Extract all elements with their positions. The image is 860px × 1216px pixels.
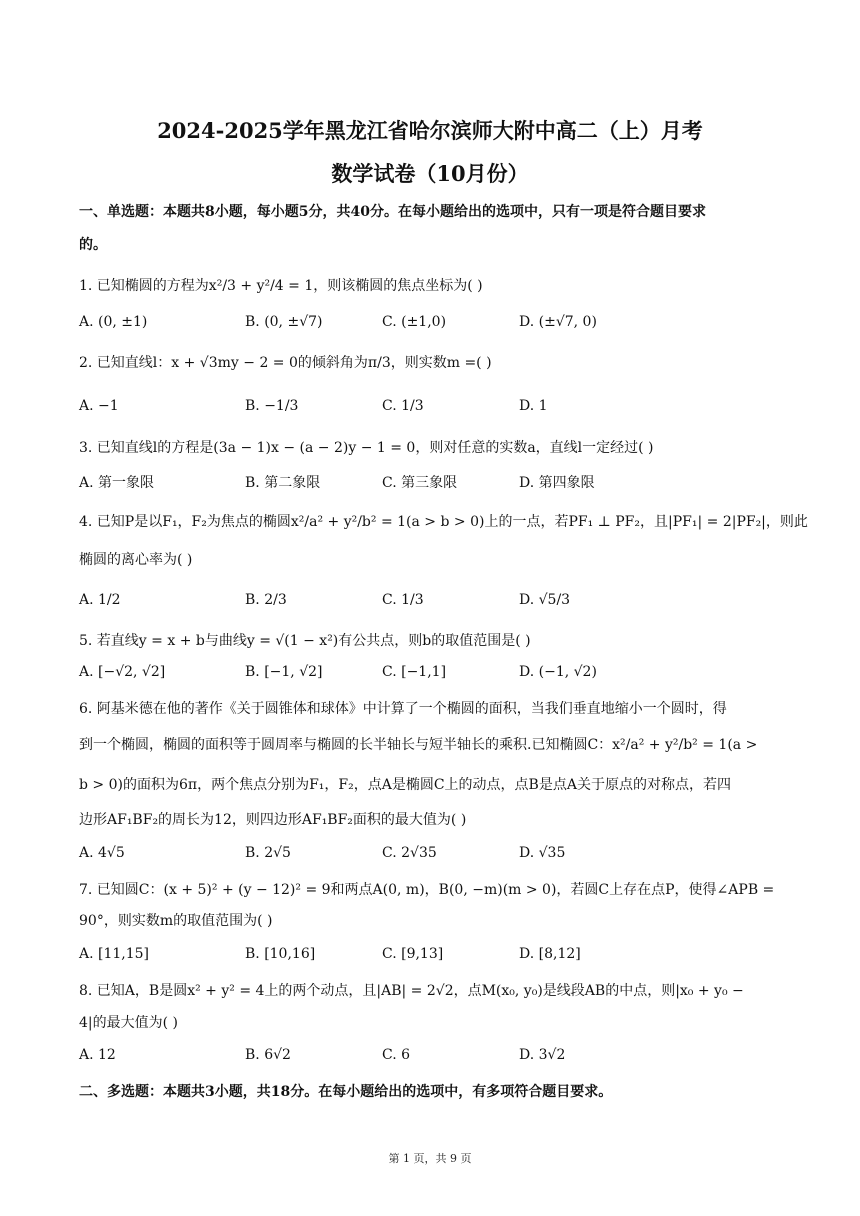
question-3-text: 3. 已知直线l的方程是(3a − 1)x − (a − 2)y − 1 = 0，则对任意的实数a，直线l一定经过( ) <box>79 440 654 456</box>
option-c: C. 6 <box>382 1047 411 1063</box>
option-c: C. 1/3 <box>382 592 424 608</box>
question-6-text-cont-2: b > 0)的面积为6π，两个焦点分别为F₁，F₂，点A是椭圆C上的动点，点B是点A关于原点的对称点，若四 <box>79 777 731 793</box>
option-a: A. 12 <box>79 1047 116 1063</box>
question-6-text-cont-1: 到一个椭圆，椭圆的面积等于圆周率与椭圆的长半轴长与短半轴长的乘积.已知椭圆C：x²/a² + y²/b² = 1(a > <box>79 737 758 753</box>
question-4-options <box>79 592 779 614</box>
option-d: D. 1 <box>519 398 548 414</box>
option-b: B. 6√2 <box>245 1047 291 1063</box>
question-7-options <box>79 946 779 968</box>
question-4-text: 4. 已知P是以F₁，F₂为焦点的椭圆x²/a² + y²/b² = 1(a > b > 0)上的一点，若PF₁ ⊥ PF₂，且|PF₁| = 2|PF₂|，则此 <box>79 514 808 530</box>
question-8-text: 8. 已知A，B是圆x² + y² = 4上的两个动点，且|AB| = 2√2，点M(x₀, y₀)是线段AB的中点，则|x₀ + y₀ − <box>79 983 744 999</box>
option-b: B. 第二象限 <box>245 475 321 491</box>
option-b: B. 2/3 <box>245 592 287 608</box>
option-a: A. 4√5 <box>79 845 125 861</box>
option-d: D. √35 <box>519 845 566 861</box>
question-5-text: 5. 若直线y = x + b与曲线y = √(1 − x²)有公共点，则b的取值范围是( ) <box>79 633 531 649</box>
option-a: A. −1 <box>79 398 119 414</box>
exam-title-line1: 2024-2025学年黑龙江省哈尔滨师大附中高二（上）月考 <box>157 118 703 143</box>
question-1-options <box>79 314 779 336</box>
question-7-text: 7. 已知圆C：(x + 5)² + (y − 12)² = 9和两点A(0, m)，B(0, −m)(m > 0)，若圆C上存在点P，使得∠APB = <box>79 882 775 898</box>
question-8-text-cont: 4|的最大值为( ) <box>79 1015 178 1031</box>
question-1-text: 1. 已知椭圆的方程为x²/3 + y²/4 = 1，则该椭圆的焦点坐标为( ) <box>79 278 483 294</box>
option-c: C. 1/3 <box>382 398 424 414</box>
option-c: C. [−1,1] <box>382 664 447 680</box>
question-8-options <box>79 1047 779 1069</box>
option-b: B. [10,16] <box>245 946 316 962</box>
section1-header-cont: 的。 <box>79 237 107 253</box>
option-c: C. 2√35 <box>382 845 437 861</box>
option-b: B. 2√5 <box>245 845 291 861</box>
question-5-options <box>79 664 779 686</box>
option-b: B. [−1, √2] <box>245 664 323 680</box>
question-6-options <box>79 845 779 867</box>
question-6-text-cont-3: 边形AF₁BF₂的周长为12，则四边形AF₁BF₂面积的最大值为( ) <box>79 812 467 828</box>
question-3-options <box>79 472 779 494</box>
page-footer: 第 1 页，共 9 页 <box>388 1152 472 1165</box>
question-2-options <box>79 398 779 420</box>
question-2-text: 2. 已知直线l：x + √3my − 2 = 0的倾斜角为π/3，则实数m =( ) <box>79 355 492 371</box>
option-b: B. −1/3 <box>245 398 299 414</box>
question-7-text-cont: 90°，则实数m的取值范围为( ) <box>79 913 273 929</box>
question-4-text-cont: 椭圆的离心率为( ) <box>79 552 193 568</box>
option-d: D. (±√7, 0) <box>519 314 597 330</box>
question-6-text: 6. 阿基米德在他的著作《关于圆锥体和球体》中计算了一个椭圆的面积，当我们垂直地缩小一个圆时，得 <box>79 701 727 717</box>
option-d: D. (−1, √2) <box>519 664 597 680</box>
exam-title-line2: 数学试卷（10月份） <box>331 161 529 186</box>
option-b: B. (0, ±√7) <box>245 314 323 330</box>
option-a: A. (0, ±1) <box>79 314 148 330</box>
option-a: A. [−√2, √2] <box>79 664 166 680</box>
option-a: A. [11,15] <box>79 946 150 962</box>
option-c: C. 第三象限 <box>382 475 458 491</box>
option-d: D. 3√2 <box>519 1047 566 1063</box>
option-d: D. [8,12] <box>519 946 581 962</box>
section1-header: 一、单选题：本题共8小题，每小题5分，共40分。在每小题给出的选项中，只有一项是符合题目要求 <box>79 204 706 220</box>
section2-header: 二、多选题：本题共3小题，共18分。在每小题给出的选项中，有多项符合题目要求。 <box>79 1084 613 1100</box>
option-a: A. 1/2 <box>79 592 121 608</box>
option-d: D. √5/3 <box>519 592 571 608</box>
option-c: C. (±1,0) <box>382 314 447 330</box>
option-c: C. [9,13] <box>382 946 444 962</box>
option-a: A. 第一象限 <box>79 475 155 491</box>
option-d: D. 第四象限 <box>519 475 595 491</box>
